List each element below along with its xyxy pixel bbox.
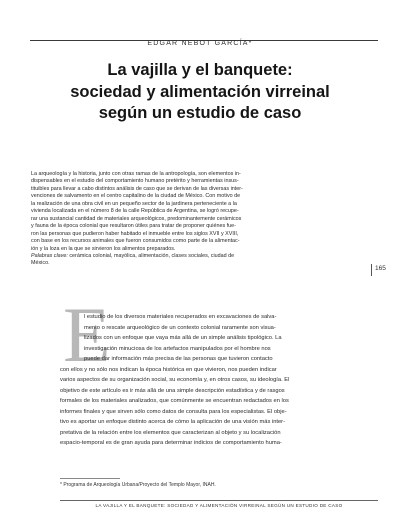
drop-cap: E (63, 291, 111, 378)
keywords (31, 253, 367, 260)
body-line: tivo es aportar un enfoque distinto acerca de cómo la aplicación de una visión más inter- (60, 419, 286, 425)
body-line: varios aspectos de su organización social, su economía y, en otros casos, su ideología. El (60, 377, 290, 383)
abstract-line: tituibles para llevar a cabo distintos análisis de caso que se derivan de las diversas inter- (31, 185, 243, 192)
footnote-rule (60, 478, 120, 479)
body-line: objetivo de este artículo es ir más allá de una simple descripción estadística y de rasgos (60, 387, 285, 394)
title-line: La vajilla y el banquete: (107, 61, 293, 79)
abstract-line: venciones de salvamento en el centro capitalino de la ciudad de México. Con motivo de (31, 193, 241, 200)
body-line: pretativa de la relación entre los elementos que caracterizan al objeto y su localización (60, 429, 281, 436)
body-line: con ellos y no sólo nos indican la época histórica en que vivieron, nos pueden indicar (60, 366, 277, 373)
abstract-line: dispensables en el estudio del comportamiento humano pretérito y herramientas insus- (31, 178, 239, 185)
keywords-continuation: México. (31, 260, 50, 267)
keywords-label: Palabras clave: (31, 252, 68, 259)
page-number-rule (371, 264, 372, 276)
running-footer: LA VAJILLA Y EL BANQUETE: SOCIEDAD Y ALIMENTACIÓN VIRREINAL SEGÚN UN ESTUDIO DE CASO (95, 503, 343, 508)
body-line: puede dar información más precisa de las personas que tuvieron contacto (84, 356, 273, 362)
abstract-line: rar una sustancial cantidad de materiales arqueológicos, predominantemente cerámicos (31, 215, 242, 222)
article-title (40, 60, 360, 125)
footer-rule (60, 500, 378, 501)
abstract-line: y fauna de la época colonial que resultaron útiles para tratar de proponer quiénes fue- (31, 223, 236, 230)
title-line: sociedad y alimentación virreinal (70, 82, 330, 101)
body-line: l estudio de los diversos materiales recuperados en excavaciones de salva- (84, 314, 277, 320)
body-line: mento o rescate arqueológico de un contexto colonial raramente son visua- (84, 324, 276, 331)
body-line: espacio-temporal es de gran ayuda para determinar indicios de comportamiento huma- (60, 440, 282, 446)
abstract-line: vivienda localizada en el número 8 de la calle República de Argentina, se logró recupe- (31, 208, 239, 215)
title-line: según un estudio de caso (98, 104, 302, 122)
body-text (60, 312, 366, 449)
author-name: EDGAR NEBOT GARCÍA* (147, 40, 253, 47)
abstract-line: ron las personas que pudieron haber habitado el inmueble entre los siglos XVII y XVIII, (31, 230, 239, 237)
abstract-line: la realización de una obra civil en un pequeño sector de la jardinera perteneciente a la (31, 200, 237, 207)
body-line: formales de los materiales analizados, que comúnmente se encuentran redactados en los (60, 398, 289, 404)
body-line: informes finales y que sirven sólo como datos de consulta para los especialistas. El obje- (60, 408, 287, 415)
page-number: 165 (375, 265, 386, 272)
body-line: investigación minuciosa de los artefactos manipulados por el hombre nos (84, 345, 271, 352)
abstract-line: La arqueología y la historia, junto con otras ramas de la antropología, son elementos in- (31, 171, 241, 177)
abstract-line: con base en los recursos animales que fueron consumidos como parte de la alimentac- (31, 238, 240, 245)
body-line: lizados con un enfoque que vaya más allá de un simple análisis tipológico. La (84, 335, 282, 341)
footnote: * Programa de Arqueología Urbana/Proyecto del Templo Mayor, INAH. (60, 482, 216, 488)
keywords-text: cerámica colonial, mayólica, alimentación, clases sociales, ciudad de (67, 252, 235, 259)
abstract (31, 171, 367, 268)
abstract-line: ión y la loza en la que se sirvieron los alimentos preparados. (31, 245, 176, 252)
